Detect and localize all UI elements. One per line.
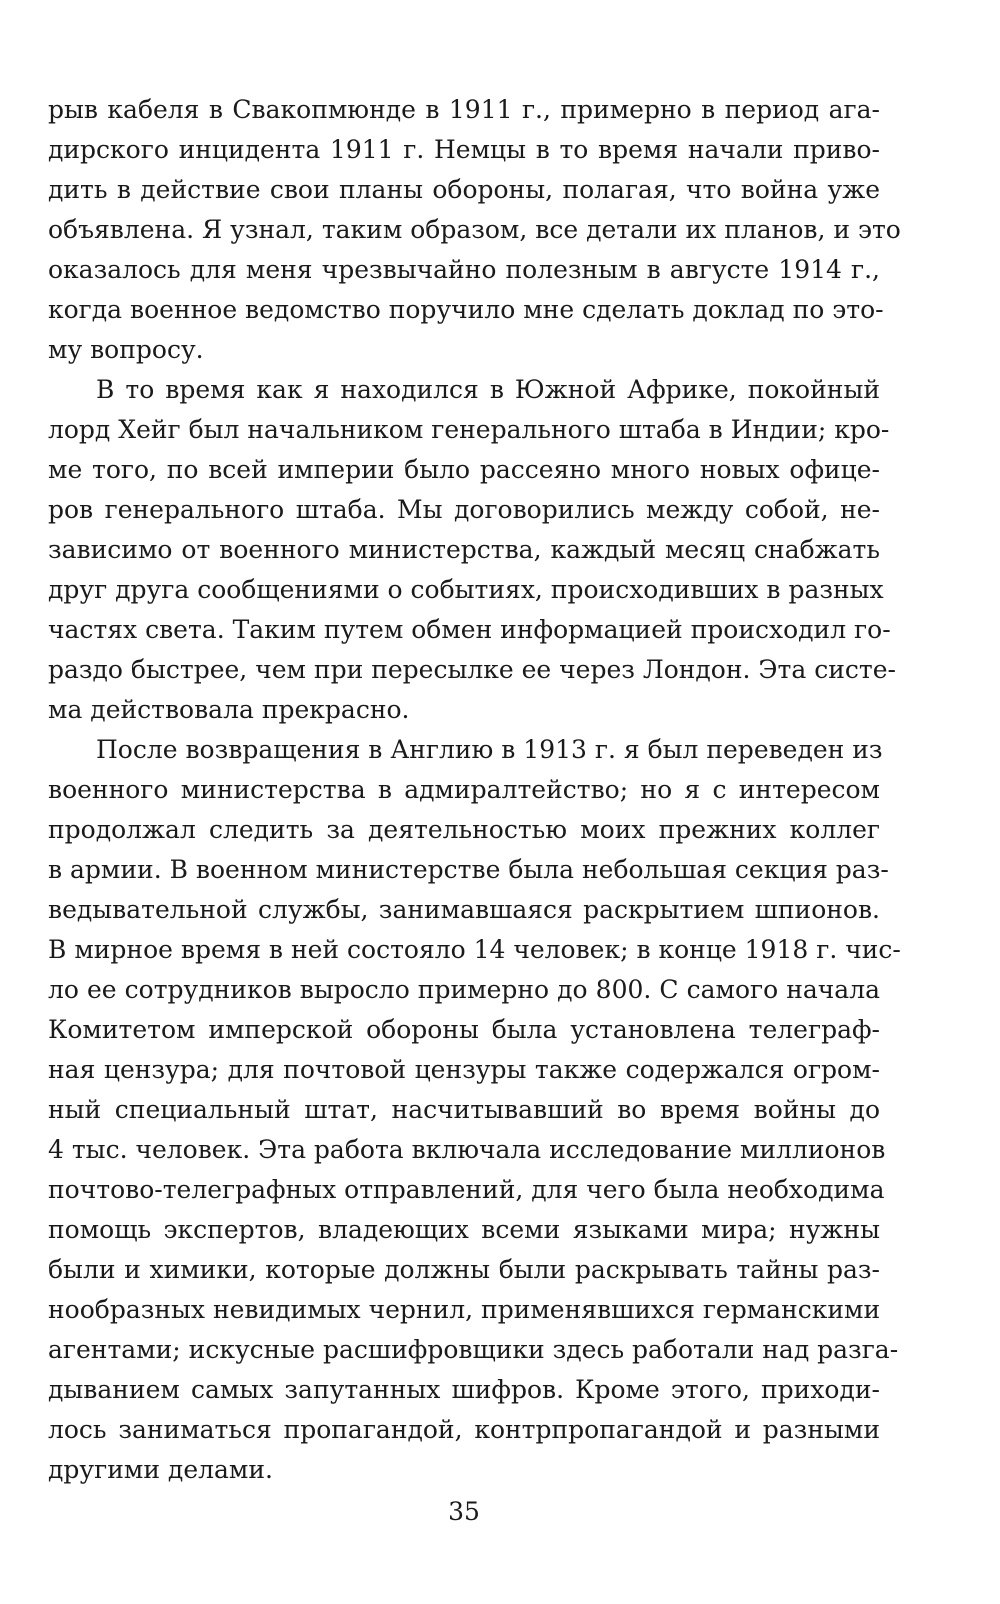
text-line: друг друга сообщениями о событиях, происходивших в разных xyxy=(48,575,884,604)
text-line: когда военное ведомство поручило мне сделать доклад по это- xyxy=(48,295,884,324)
text-line: зависимо от военного министерства, каждый месяц снабжать xyxy=(48,535,880,564)
text-line: ров генерального штаба. Мы договорились между собой, не- xyxy=(48,495,880,524)
text-line: В мирное время в ней состояло 14 человек; в конце 1918 г. чис- xyxy=(48,935,901,964)
body-text xyxy=(48,90,901,1490)
paragraph-2 xyxy=(48,370,896,730)
text-line: ведывательной службы, занимавшаяся раскрытием шпионов. xyxy=(48,895,880,924)
text-line: дирского инцидента 1911 г. Немцы в то время начали приво- xyxy=(48,135,880,164)
text-line: почтово-телеграфных отправлений, для чего была необходима xyxy=(48,1175,885,1204)
text-line: в армии. В военном министерстве была небольшая секция раз- xyxy=(48,855,889,884)
text-line: После возвращения в Англию в 1913 г. я был переведен из xyxy=(96,735,883,764)
text-line: продолжал следить за деятельностью моих прежних коллег xyxy=(48,815,880,844)
text-line: военного министерства в адмиралтейство; но я с интересом xyxy=(48,775,880,804)
text-line: раздо быстрее, чем при пересылке ее через Лондон. Эта систе- xyxy=(48,655,896,684)
page-number: 35 xyxy=(448,1497,480,1526)
text-line: дить в действие свои планы обороны, полагая, что война уже xyxy=(48,175,880,204)
text-line: частях света. Таким путем обмен информацией происходил го- xyxy=(48,615,891,644)
text-line: ма действовала прекрасно. xyxy=(48,695,410,724)
text-line: были и химики, которые должны были раскрывать тайны раз- xyxy=(48,1255,880,1284)
text-line: ный специальный штат, насчитывавший во время войны до xyxy=(48,1095,880,1124)
text-line: ме того, по всей империи было рассеяно много новых офице- xyxy=(48,455,880,484)
paragraph-1 xyxy=(48,90,901,370)
text-line: помощь экспертов, владеющих всеми языками мира; нужны xyxy=(48,1215,880,1244)
text-line: объявлена. Я узнал, таким образом, все детали их планов, и это xyxy=(48,215,901,244)
text-line: оказалось для меня чрезвычайно полезным в августе 1914 г., xyxy=(48,255,880,284)
text-line: нообразных невидимых чернил, применявшихся германскими xyxy=(48,1295,881,1324)
text-line: рыв кабеля в Свакопмюнде в 1911 г., примерно в период ага- xyxy=(48,95,880,124)
text-line: дыванием самых запутанных шифров. Кроме этого, приходи- xyxy=(48,1375,880,1404)
paragraph-3 xyxy=(48,730,901,1490)
text-line: му вопросу. xyxy=(48,335,204,364)
text-line: ло ее сотрудников выросло примерно до 800. С самого начала xyxy=(48,975,880,1004)
text-line: Комитетом имперской обороны была установлена телеграф- xyxy=(48,1015,880,1044)
text-line: лось заниматься пропагандой, контрпропагандой и разными xyxy=(48,1415,880,1444)
text-line: ная цензура; для почтовой цензуры также содержался огром- xyxy=(48,1055,880,1084)
text-line: лорд Хейг был начальником генерального штаба в Индии; кро- xyxy=(48,415,890,444)
text-line: В то время как я находился в Южной Африке, покойный xyxy=(96,375,880,404)
text-line: агентами; искусные расшифровщики здесь работали над разга- xyxy=(48,1335,899,1364)
text-line: 4 тыс. человек. Эта работа включала исследование миллионов xyxy=(48,1135,886,1164)
text-line: другими делами. xyxy=(48,1455,273,1484)
